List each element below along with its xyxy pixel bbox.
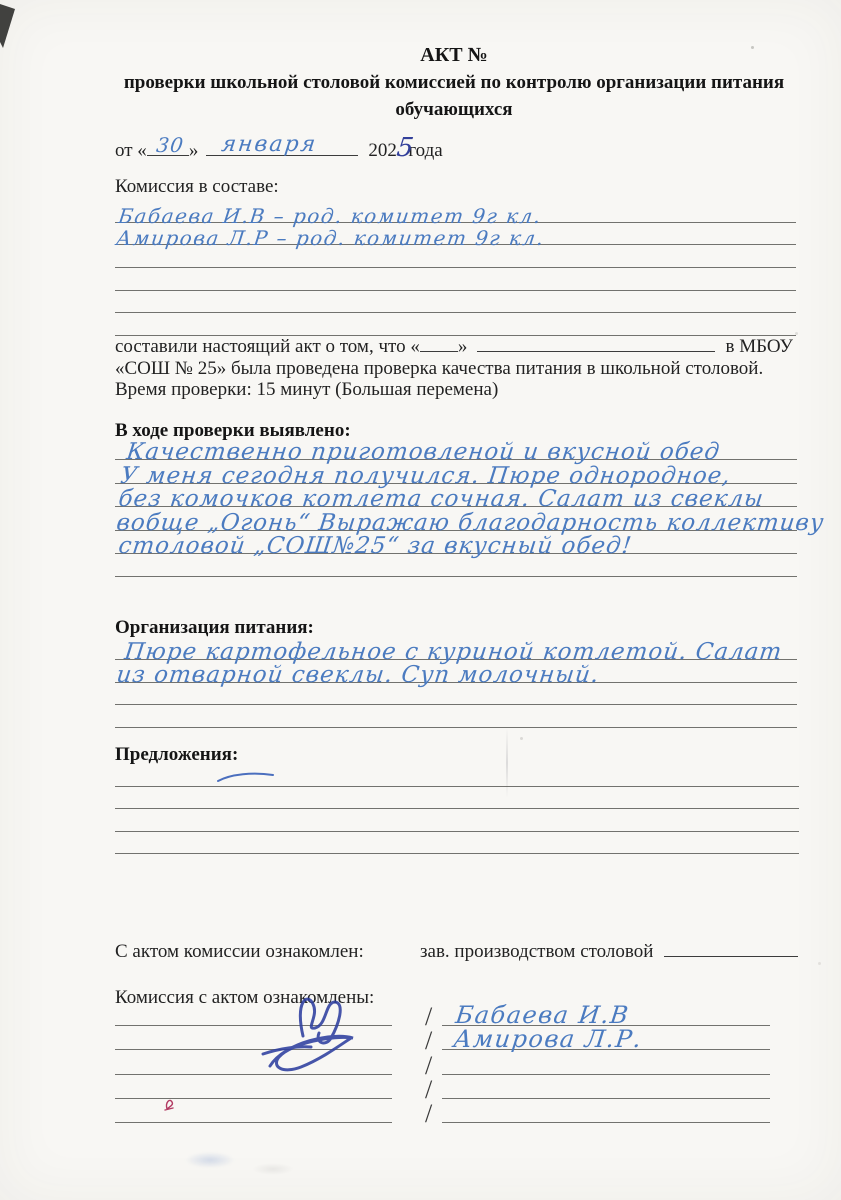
manager-line (420, 941, 798, 963)
ruled-line (115, 764, 799, 787)
date-suffix: года (408, 140, 443, 161)
act-statement-end: в МБОУ (725, 336, 793, 357)
ruled-line (115, 531, 797, 559)
slash-separator: / (425, 1050, 433, 1080)
act-statement-quote: » (457, 336, 468, 357)
ruled-line (115, 268, 796, 291)
act-statement-text: составили настоящий акт о том, что « (115, 336, 420, 357)
act-statement-line1 (115, 336, 793, 358)
suggestions-lines (115, 764, 799, 854)
ruled-line (425, 1098, 770, 1128)
manager-signature-blank (664, 941, 798, 957)
slash-separator: / (425, 1002, 433, 1032)
handwritten-day: 30 (154, 133, 186, 157)
scan-speck (818, 962, 821, 965)
ruled-line (425, 1001, 770, 1032)
ruled-line (425, 1050, 770, 1080)
document-header (115, 42, 793, 123)
findings-lines (115, 437, 826, 577)
nutrition-label: Организация питания: (115, 617, 314, 638)
slash-separator: / (425, 1026, 433, 1056)
ruled-line (115, 787, 799, 810)
document-title: АКТ № (420, 44, 488, 66)
ruled-line (115, 507, 826, 536)
ruled-line (115, 200, 796, 228)
ruled-line (115, 809, 799, 832)
ruled-line (115, 683, 797, 706)
handwritten-finding: У меня сегодня получился. Пюре однородное, (119, 462, 733, 489)
handwritten-commission-member: Амирова Л.Р – род. комитет 9г кл. (115, 226, 547, 251)
scan-speck (520, 737, 523, 740)
ruled-line (115, 705, 797, 728)
ruled-line (115, 460, 797, 489)
suggestions-label: Предложения: (115, 744, 239, 765)
date-prefix: от « (115, 140, 147, 161)
ruled-line (115, 660, 797, 688)
signature-lines-right (425, 1001, 770, 1128)
ruled-line (115, 223, 796, 251)
act-statement-line3: Время проверки: 15 минут (Большая перемена) (115, 379, 499, 401)
date-line (115, 133, 443, 163)
ruled-line (115, 637, 797, 665)
handwritten-month: января (220, 132, 320, 157)
ruled-line (425, 1074, 770, 1104)
handwritten-finding: столовой „СОШ№25“ за вкусный обед! (117, 532, 634, 559)
act-date-blank (420, 336, 458, 352)
date-close-quote: » (188, 140, 199, 161)
acknowledgment-label: Комиссия с актом ознакомлены: (115, 987, 375, 1008)
ruled-line (115, 832, 799, 855)
signature-scribble (225, 990, 410, 1082)
handwritten-signature-name: Бабаева И.В (454, 1001, 632, 1030)
handwritten-signature-name: Амирова Л.Р. (452, 1025, 645, 1054)
act-statement-line2: «СОШ № 25» была проведена проверка качества питания в школьной столовой. (115, 357, 764, 379)
date-month-field (206, 132, 358, 157)
slash-separator: / (425, 1074, 433, 1104)
act-statement (115, 336, 793, 401)
act-month-blank (477, 336, 715, 352)
nutrition-lines (115, 637, 797, 728)
document-subtitle-2: обучающихся (395, 99, 513, 120)
commission-label: Комиссия в составе: (115, 176, 279, 197)
handwritten-year-digit: 5 (394, 133, 416, 163)
ruled-line (115, 291, 796, 314)
ruled-line (425, 1025, 770, 1056)
manager-label: зав. производством столовой (420, 941, 654, 962)
slash-separator: / (425, 1098, 433, 1128)
handwritten-menu: из отварной свеклы. Суп молочный. (115, 661, 601, 688)
ruled-line (115, 1099, 392, 1123)
scan-smudge (252, 1163, 294, 1175)
red-ink-mark (162, 1096, 178, 1114)
scan-corner-artifact (0, 2, 20, 52)
ruled-line (115, 437, 797, 466)
acquainted-label: С актом комиссии ознакомлен: (115, 941, 364, 962)
handwritten-dash-mark (215, 770, 277, 784)
commission-lines (115, 200, 796, 336)
handwritten-finding: без комочков котлета сочная. Салат из свеклы (117, 486, 766, 513)
ruled-line (115, 245, 796, 268)
date-year-printed: 202 (368, 140, 397, 161)
handwritten-finding: Качественно приготовленой и вкусной обед (125, 439, 722, 466)
findings-label: В ходе проверки выявлено: (115, 420, 351, 441)
date-day-field (147, 133, 189, 157)
ink-smudge (185, 1152, 235, 1168)
ruled-line (115, 484, 797, 513)
ruled-line (115, 313, 796, 336)
document-subtitle: проверки школьной столовой комиссией по контролю организации питания (123, 72, 785, 93)
handwritten-commission-member: Бабаева И.В – род. комитет 9г кл. (117, 203, 544, 228)
handwritten-menu: Пюре картофельное с куриной котлетой. Салат (123, 638, 784, 665)
handwritten-finding: вобще „Огонь“ Выражаю благодарность коллективу (115, 509, 826, 536)
ruled-line (115, 554, 797, 577)
